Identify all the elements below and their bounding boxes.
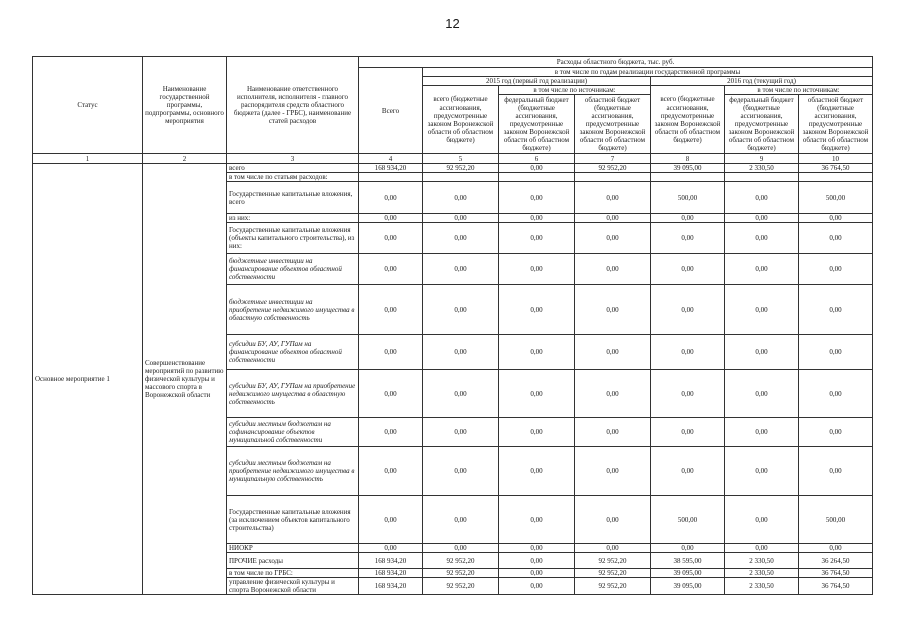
- value-cell: 0,00: [499, 418, 575, 447]
- row-label: НИОКР: [227, 544, 359, 553]
- value-cell: [423, 173, 499, 182]
- value-cell: 92 952,20: [575, 553, 651, 569]
- value-cell: 0,00: [359, 223, 423, 254]
- value-cell: 0,00: [799, 544, 873, 553]
- value-cell: 0,00: [499, 164, 575, 173]
- value-cell: 500,00: [799, 182, 873, 214]
- value-cell: 0,00: [651, 223, 725, 254]
- status-cell: Основное мероприятие 1: [33, 164, 143, 595]
- value-cell: 0,00: [423, 447, 499, 496]
- value-cell: 0,00: [651, 370, 725, 418]
- value-cell: [499, 173, 575, 182]
- value-cell: 0,00: [725, 335, 799, 370]
- header-reg-2015: областной бюджет (бюджетные ассигнования, предусмотренные законом Воронежской области об областном бюджете): [575, 95, 651, 154]
- value-cell: [359, 173, 423, 182]
- value-cell: 39 095,00: [651, 578, 725, 595]
- value-cell: 92 952,20: [575, 578, 651, 595]
- value-cell: 168 934,20: [359, 553, 423, 569]
- row-label: управление физической культуры и спорта Воронежской области: [227, 578, 359, 595]
- value-cell: 92 952,20: [423, 164, 499, 173]
- value-cell: 0,00: [575, 335, 651, 370]
- value-cell: 0,00: [359, 447, 423, 496]
- value-cell: 0,00: [499, 182, 575, 214]
- col-number: 1: [33, 154, 143, 164]
- value-cell: 0,00: [575, 214, 651, 223]
- value-cell: 0,00: [575, 447, 651, 496]
- header-executor: Наименование ответственного исполнителя, исполнителя - главного распорядителя средств областного бюджета (далее - ГРБС), наименование статей расходов: [227, 57, 359, 154]
- row-label: Государственные капитальные вложения (за исключением объектов капитального строительства): [227, 496, 359, 544]
- value-cell: 0,00: [651, 254, 725, 285]
- value-cell: 0,00: [359, 214, 423, 223]
- value-cell: 36 764,50: [799, 569, 873, 578]
- row-label: Государственные капитальные вложения (объекты капитального строительства), из них:: [227, 223, 359, 254]
- header-by-years: в том числе по годам реализации государственной программы: [423, 68, 873, 77]
- table-body: [33, 164, 873, 595]
- value-cell: 500,00: [651, 496, 725, 544]
- header-fed-2015: федеральный бюджет (бюджетные ассигнования, предусмотренные законом Воронежской области об областном бюджете): [499, 95, 575, 154]
- value-cell: 0,00: [499, 254, 575, 285]
- row-label: субсидии местным бюджетам на софинансирование объектов муниципальной собственности: [227, 418, 359, 447]
- header-year-2015: 2015 год (первый год реализации): [423, 77, 651, 86]
- value-cell: 0,00: [575, 544, 651, 553]
- row-label: из них:: [227, 214, 359, 223]
- value-cell: 39 095,00: [651, 569, 725, 578]
- value-cell: [799, 173, 873, 182]
- value-cell: 0,00: [575, 496, 651, 544]
- value-cell: 92 952,20: [575, 164, 651, 173]
- value-cell: 0,00: [499, 578, 575, 595]
- value-cell: 0,00: [359, 544, 423, 553]
- value-cell: 0,00: [575, 418, 651, 447]
- row-label: бюджетные инвестиции на финансирование объектов областной собственности: [227, 254, 359, 285]
- value-cell: 0,00: [575, 285, 651, 335]
- header-reg-2016: областной бюджет (бюджетные ассигнования, предусмотренные законом Воронежской области об областном бюджете): [799, 95, 873, 154]
- value-cell: 0,00: [651, 285, 725, 335]
- value-cell: 0,00: [423, 335, 499, 370]
- value-cell: 500,00: [799, 496, 873, 544]
- value-cell: 0,00: [499, 553, 575, 569]
- row-label: ПРОЧИЕ расходы: [227, 553, 359, 569]
- value-cell: 0,00: [359, 335, 423, 370]
- value-cell: 0,00: [423, 544, 499, 553]
- value-cell: 2 330,50: [725, 578, 799, 595]
- value-cell: 0,00: [423, 214, 499, 223]
- row-label: субсидии БУ, АУ, ГУПам на финансирование объектов областной собственности: [227, 335, 359, 370]
- col-number: 5: [423, 154, 499, 164]
- value-cell: 0,00: [359, 418, 423, 447]
- value-cell: 2 330,50: [725, 553, 799, 569]
- col-number: 7: [575, 154, 651, 164]
- value-cell: 0,00: [651, 447, 725, 496]
- header-program: Наименование государственной программы, подпрограммы, основного мероприятия: [143, 57, 227, 154]
- row-label: Государственные капитальные вложения, всего: [227, 182, 359, 214]
- value-cell: 0,00: [725, 285, 799, 335]
- value-cell: 0,00: [799, 370, 873, 418]
- header-sources-2016: в том числе по источникам:: [725, 86, 873, 95]
- page-number: 12: [445, 16, 460, 31]
- row-label: субсидии БУ, АУ, ГУПам на приобретение недвижимого имущества в областную собственность: [227, 370, 359, 418]
- row-label: в том числе по статьям расходов:: [227, 173, 359, 182]
- value-cell: 0,00: [799, 223, 873, 254]
- value-cell: 0,00: [423, 370, 499, 418]
- value-cell: 0,00: [499, 569, 575, 578]
- value-cell: 0,00: [499, 335, 575, 370]
- value-cell: 92 952,20: [575, 569, 651, 578]
- value-cell: 0,00: [725, 182, 799, 214]
- value-cell: 0,00: [359, 182, 423, 214]
- header-year-2016: 2016 год (текущий год): [651, 77, 873, 86]
- header-expenses: Расходы областного бюджета, тыс. руб.: [359, 57, 873, 68]
- value-cell: 36 264,50: [799, 553, 873, 569]
- value-cell: 92 952,20: [423, 553, 499, 569]
- col-number: 3: [227, 154, 359, 164]
- value-cell: 36 764,50: [799, 578, 873, 595]
- value-cell: [575, 173, 651, 182]
- value-cell: 0,00: [499, 496, 575, 544]
- header-fed-2016: федеральный бюджет (бюджетные ассигнования, предусмотренные законом Воронежской области об областном бюджете): [725, 95, 799, 154]
- header-total: Всего: [359, 68, 423, 154]
- value-cell: 0,00: [651, 544, 725, 553]
- value-cell: 0,00: [499, 285, 575, 335]
- table-row: [33, 164, 873, 173]
- value-cell: 0,00: [423, 182, 499, 214]
- value-cell: 500,00: [651, 182, 725, 214]
- value-cell: 0,00: [575, 254, 651, 285]
- value-cell: 0,00: [423, 496, 499, 544]
- value-cell: 0,00: [359, 285, 423, 335]
- value-cell: 0,00: [725, 223, 799, 254]
- value-cell: 0,00: [799, 418, 873, 447]
- value-cell: 38 595,00: [651, 553, 725, 569]
- header-all-2015: всего (бюджетные ассигнования, предусмотренные законом Воронежской области об областном бюджете): [423, 86, 499, 154]
- value-cell: 0,00: [651, 418, 725, 447]
- col-number: 10: [799, 154, 873, 164]
- value-cell: 0,00: [725, 418, 799, 447]
- value-cell: 0,00: [575, 370, 651, 418]
- value-cell: 2 330,50: [725, 164, 799, 173]
- header-sources-2015: в том числе по источникам:: [499, 86, 651, 95]
- value-cell: 0,00: [359, 370, 423, 418]
- header-all-2016: всего (бюджетные ассигнования, предусмотренные законом Воронежской области об областном бюджете): [651, 86, 725, 154]
- value-cell: 0,00: [725, 214, 799, 223]
- value-cell: 0,00: [575, 182, 651, 214]
- value-cell: 0,00: [799, 214, 873, 223]
- value-cell: 36 764,50: [799, 164, 873, 173]
- value-cell: 0,00: [423, 223, 499, 254]
- value-cell: 92 952,20: [423, 578, 499, 595]
- value-cell: 0,00: [423, 254, 499, 285]
- value-cell: 0,00: [799, 447, 873, 496]
- col-number: 8: [651, 154, 725, 164]
- value-cell: 2 330,50: [725, 569, 799, 578]
- value-cell: 0,00: [499, 370, 575, 418]
- value-cell: 0,00: [799, 254, 873, 285]
- row-label: бюджетные инвестиции на приобретение недвижимого имущества в областную собственность: [227, 285, 359, 335]
- row-label: всего: [227, 164, 359, 173]
- value-cell: [651, 173, 725, 182]
- value-cell: 0,00: [651, 214, 725, 223]
- value-cell: 0,00: [575, 223, 651, 254]
- value-cell: 168 934,20: [359, 578, 423, 595]
- value-cell: 0,00: [725, 447, 799, 496]
- value-cell: 0,00: [725, 496, 799, 544]
- value-cell: 0,00: [423, 418, 499, 447]
- value-cell: 168 934,20: [359, 164, 423, 173]
- value-cell: [725, 173, 799, 182]
- value-cell: 0,00: [799, 285, 873, 335]
- value-cell: 39 095,00: [651, 164, 725, 173]
- value-cell: 0,00: [499, 214, 575, 223]
- value-cell: 0,00: [725, 254, 799, 285]
- value-cell: 92 952,20: [423, 569, 499, 578]
- value-cell: 0,00: [725, 370, 799, 418]
- value-cell: 0,00: [725, 544, 799, 553]
- budget-table: [32, 56, 873, 595]
- value-cell: 0,00: [423, 285, 499, 335]
- header-status: Статус: [33, 57, 143, 154]
- value-cell: 168 934,20: [359, 569, 423, 578]
- value-cell: 0,00: [499, 223, 575, 254]
- row-label: субсидии местным бюджетам на приобретение недвижимого имущества в муниципальную собственность: [227, 447, 359, 496]
- row-label: в том числе по ГРБС:: [227, 569, 359, 578]
- value-cell: 0,00: [359, 254, 423, 285]
- col-number: 6: [499, 154, 575, 164]
- col-number: 9: [725, 154, 799, 164]
- value-cell: 0,00: [359, 496, 423, 544]
- col-number: 4: [359, 154, 423, 164]
- value-cell: 0,00: [499, 447, 575, 496]
- value-cell: 0,00: [499, 544, 575, 553]
- col-number: 2: [143, 154, 227, 164]
- value-cell: 0,00: [651, 335, 725, 370]
- value-cell: 0,00: [799, 335, 873, 370]
- program-cell: Совершенствование мероприятий по развитию физической культуры и массового спорта в Воронежской области: [143, 164, 227, 595]
